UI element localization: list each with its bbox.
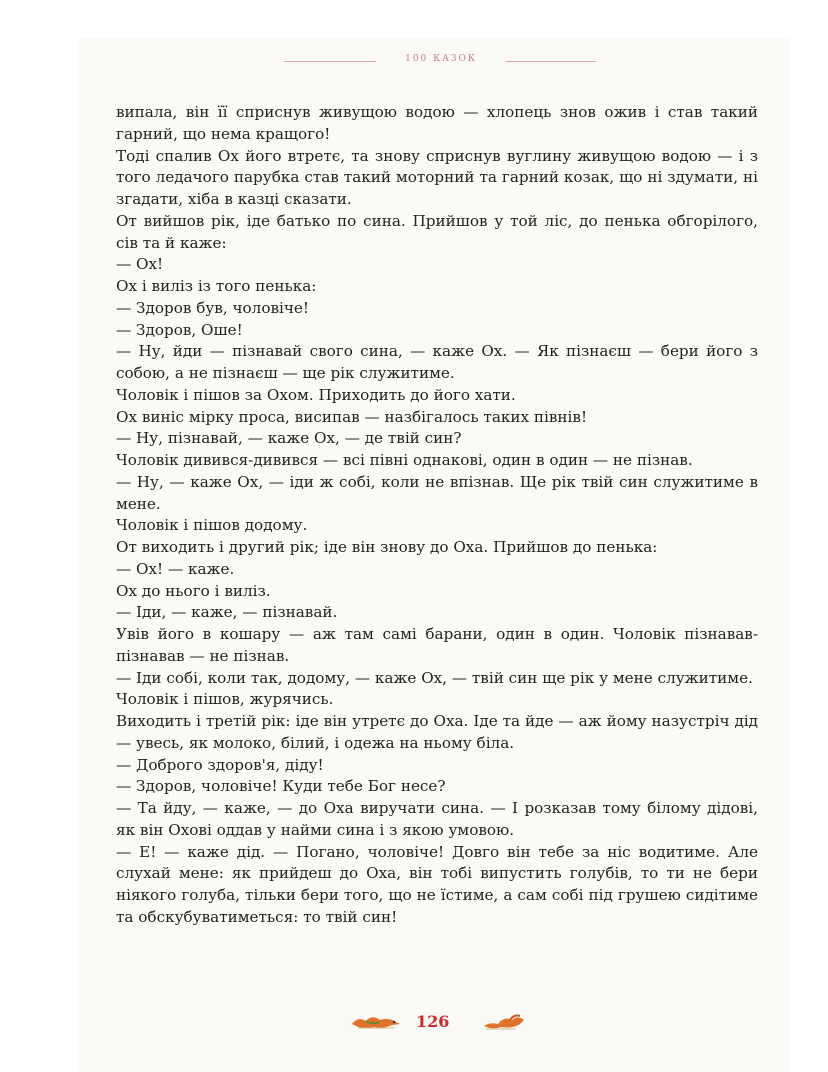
paragraph: — Ну, — каже Ох, — іди ж собі, коли не впізнав. Ще рік твій син служитиме в мене.: [116, 472, 758, 513]
book-title: 100 КАЗОК: [405, 54, 477, 64]
paragraph: Увів його в кошару — аж там самі барани, один в один. Чоловік пізнавав-пізнавав — не пізнав.: [116, 625, 758, 665]
paragraph: — Іди собі, коли так, додому, — каже Ох, — твій син ще рік у мене служитиме.: [116, 668, 753, 687]
paragraph: Виходить і третій рік: іде він утретє до Оха. Іде та йде — аж йому назустріч дід — увесь, як молоко, білий, і одежа на ньому біла.: [116, 712, 758, 752]
paragraph: — Іди, — каже, — пізнавай.: [116, 603, 338, 622]
paragraph: От вийшов рік, іде батько по сина. Прийшов у той ліс, до пенька обгорілого, сів та й каже:: [116, 211, 758, 252]
paragraph: — Доброго здоров'я, діду!: [116, 755, 324, 774]
paragraph: випала, він її сприснув живущою водою — хлопець знов ожив і став такий гарний, що нема кращого!: [116, 103, 758, 143]
header-rule-right: [506, 61, 596, 62]
paragraph: — Ох! — каже.: [116, 559, 235, 578]
paragraph: — Е! — каже дід. — Погано, чоловіче! Довго він тебе за ніс водитиме. Але слухай мене: як прийдеш до Оха, він тобі випустить голубів, то ти не бери ніякого голуба, тільки бери того, що не їстиме, а сам собі під грушею сидітиме та обскубуватиметься: то твій син!: [116, 842, 758, 926]
paragraph: Ох і виліз із того пенька:: [116, 277, 317, 295]
paragraph: От виходить і другий рік; іде він знову до Оха. Прийшов до пенька:: [116, 538, 658, 556]
paragraph: Чоловік і пішов додому.: [116, 516, 308, 535]
paragraph: Чоловік дивився-дивився — всі півні однакові, один в один — не пізнав.: [116, 451, 693, 469]
paragraph: — Ох!: [116, 255, 164, 274]
paragraph: Тоді спалив Ох його втретє, та знову сприснув вуглину живущою водою — і з того ледачого парубка став такий моторний та гарний козак, що ні здумати, ні згадати, хіба в казці сказати.: [116, 146, 758, 208]
paragraph: Ох виніс мірку проса, висипав — назбігалось таких півнів!: [116, 407, 588, 426]
paragraph: — Та йду, — каже, — до Оха виручати сина. — І розказав тому білому дідові, як він Охові оддав у найми сина і з якою умовою.: [116, 799, 758, 839]
paragraph: — Ну, йди — пізнавай свого сина, — каже Ох. — Як пізнаєш — бери його з собою, а не пізнаєш — ще рік служитиме.: [116, 342, 758, 382]
paragraph: Чоловік і пішов за Охом. Приходить до його хати.: [116, 385, 516, 404]
bird-ornament-icon: [480, 1012, 526, 1036]
paragraph: Ох до нього і виліз.: [116, 581, 271, 600]
paragraph: — Здоров, Оше!: [116, 320, 243, 339]
story-text: [116, 102, 758, 929]
paragraph: — Ну, пізнавай, — каже Ох, — де твій син?: [116, 429, 462, 448]
header-rule-left: [284, 61, 376, 62]
bird-ornament-icon: [350, 1012, 402, 1036]
page-footer: [78, 1008, 790, 1038]
paragraph: Чоловік і пішов, журячись.: [116, 690, 334, 709]
paragraph: — Здоров, чоловіче! Куди тебе Бог несе?: [116, 777, 446, 796]
book-page: [78, 38, 790, 1072]
paragraph: — Здоров був, чоловіче!: [116, 298, 310, 317]
running-header: [78, 52, 790, 72]
page-number: 126: [416, 1012, 450, 1031]
